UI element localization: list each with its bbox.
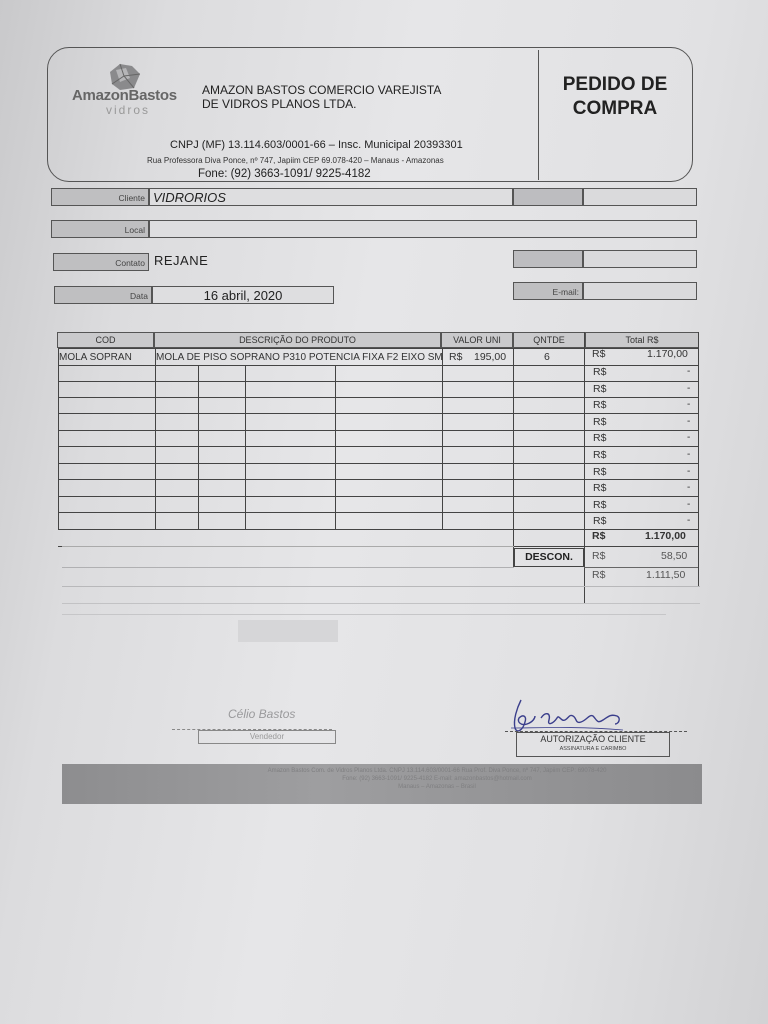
empty-row-currency: R$ <box>593 482 607 495</box>
table-column-line <box>155 348 156 529</box>
item-descricao: MOLA DE PISO SOPRANO P310 POTENCIA FIXA F2 EIXO SM <box>156 352 443 363</box>
local-field[interactable] <box>149 220 697 238</box>
empty-row-currency: R$ <box>593 449 607 461</box>
item-total-currency: R$ <box>592 348 606 360</box>
seller-label: Vendedor <box>198 730 336 744</box>
header-cod: COD <box>57 332 154 348</box>
data-label: Data <box>54 286 152 304</box>
total-value: 1.111,50 <box>646 569 686 581</box>
item-valor-currency: R$ <box>449 351 463 363</box>
table-column-line <box>584 332 585 604</box>
desconto-label: DESCON. <box>514 548 584 567</box>
cliente-label: Cliente <box>51 188 149 206</box>
logo-wordmark: AmazonBastos <box>72 87 177 104</box>
table-column-line <box>442 348 443 529</box>
empty-row-currency: R$ <box>593 432 607 445</box>
empty-row-value: - <box>687 399 691 411</box>
company-cnpj: CNPJ (MF) 13.114.603/0001-66 – Insc. Municipal 20393301 <box>170 139 463 151</box>
company-name-line2: DE VIDROS PLANOS LTDA. <box>202 97 357 111</box>
contato-extra-label <box>513 250 583 268</box>
table-column-line <box>698 332 699 587</box>
header-descricao: DESCRIÇÃO DO PRODUTO <box>154 332 441 348</box>
table-column-line <box>335 365 336 529</box>
header-divider <box>538 50 539 180</box>
total-currency: R$ <box>592 569 606 581</box>
client-signature-box <box>516 732 670 757</box>
empty-row-value: - <box>687 415 691 427</box>
document-title-line2: COMPRA <box>572 98 658 119</box>
table-row-line <box>62 567 514 568</box>
cliente-field[interactable]: VIDRORIOS <box>149 188 513 206</box>
item-qntde: 6 <box>544 351 550 363</box>
table-row-line <box>584 567 698 568</box>
empty-row-currency: R$ <box>593 366 607 378</box>
faded-line <box>62 614 666 615</box>
contato-field[interactable]: REJANE <box>154 253 209 268</box>
desconto-value: 58,50 <box>661 550 688 562</box>
contato-extra-field[interactable] <box>583 250 697 268</box>
table-row-line <box>62 546 514 547</box>
desconto-currency: R$ <box>592 550 606 562</box>
empty-row-value: - <box>687 449 691 460</box>
empty-row-value: - <box>687 498 691 510</box>
footer-line1: Amazon Bastos Com. de Vidros Planos Ltda. CNPJ 13.114.603/0001-66 Rua Prof. Diva Ponce, nº 747, Japiim CEP: 69078-420 <box>267 768 607 774</box>
company-name-line1: AMAZON BASTOS COMERCIO VAREJISTA <box>202 83 442 97</box>
data-field[interactable]: 16 abril, 2020 <box>152 286 334 304</box>
local-label: Local <box>51 220 149 238</box>
client-label: AUTORIZAÇÃO CLIENTE <box>540 734 646 744</box>
email-field[interactable] <box>583 282 697 300</box>
item-cod: MOLA SOPRAN <box>59 352 132 363</box>
seller-name: Célio Bastos <box>228 707 296 721</box>
cliente-extra-field[interactable] <box>583 188 697 206</box>
empty-row-value: - <box>687 366 691 377</box>
empty-row-value: - <box>687 382 691 394</box>
email-label: E-mail: <box>513 282 583 300</box>
header-qntde: QNTDE <box>513 332 585 348</box>
empty-row-currency: R$ <box>593 515 607 528</box>
document-title-line1: PEDIDO DE <box>562 74 668 95</box>
cliente-extra-label <box>513 188 583 206</box>
subtotal-value: 1.170,00 <box>645 530 686 542</box>
company-address: Rua Professora Diva Ponce, nº 747, Japiim CEP 69.078-420 – Manaus - Amazonas <box>147 156 444 165</box>
subtotal-currency: R$ <box>592 530 606 542</box>
header-valor-uni: VALOR UNI <box>441 332 513 348</box>
header-total: Total R$ <box>585 332 699 348</box>
faded-block <box>238 620 338 642</box>
table-column-line <box>513 348 514 567</box>
item-valor: 195,00 <box>474 351 507 363</box>
empty-row-currency: R$ <box>593 399 607 412</box>
table-column-line <box>245 365 246 529</box>
document-title <box>540 73 690 121</box>
empty-row-currency: R$ <box>593 465 607 478</box>
item-total: 1.170,00 <box>647 348 688 360</box>
empty-row-currency: R$ <box>593 498 607 511</box>
logo-subtitle: vidros <box>106 103 151 117</box>
company-logo <box>72 62 182 122</box>
table-column-line <box>198 365 199 529</box>
contato-label: Contato <box>53 253 149 271</box>
client-sublabel: ASSINATURA E CARIMBO <box>559 746 627 752</box>
empty-row-currency: R$ <box>593 415 607 428</box>
company-phone: Fone: (92) 3663-1091/ 9225-4182 <box>198 168 371 180</box>
footer-line3: Manaus – Amazonas – Brasil <box>398 784 476 790</box>
table-column-line <box>58 348 59 529</box>
empty-row-value: - <box>687 515 691 527</box>
company-name <box>202 83 441 111</box>
footer-line2: Fone: (92) 3663-1091/ 9225-4182 E-mail: amazonbastos@hotmail.com <box>342 776 532 782</box>
empty-row-value: - <box>687 432 691 444</box>
empty-row-value: - <box>687 482 691 494</box>
faded-line <box>62 603 700 604</box>
faded-line <box>62 586 700 587</box>
footer-band <box>62 764 702 804</box>
empty-row-value: - <box>687 465 691 477</box>
empty-row-currency: R$ <box>593 382 607 395</box>
